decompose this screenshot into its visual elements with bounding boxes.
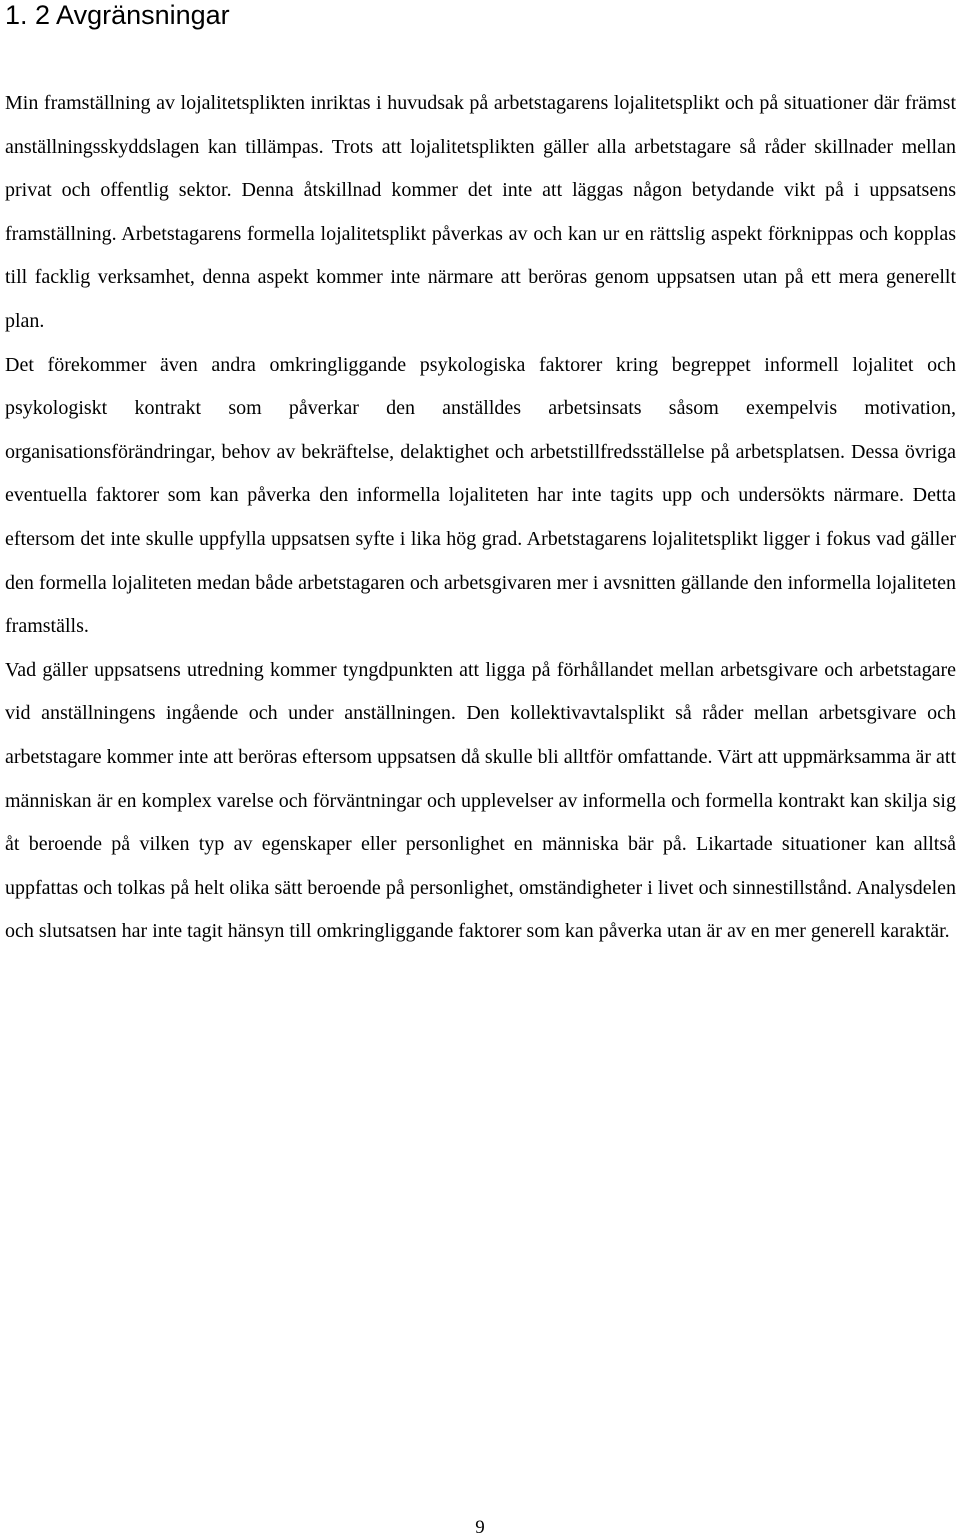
body-text xyxy=(5,82,956,954)
paragraph-psychological-factors: Det förekommer även andra omkringliggande psykologiska faktorer kring begreppet informell lojalitet och psykologiskt kontrakt som påverkar den anställdes arbetsinsats såsom exempelvis motivation, organisationsförändringar, behov av bekräftelse, delaktighet och arbetstillfredsställelse på arbetsplatsen. Dessa övriga eventuella faktorer som kan påverka den informella lojaliteten har inte tagits upp och undersökts närmare. Detta eftersom det inte skulle uppfylla uppsatsen syfte i lika hög grad. Arbetstagarens lojalitetsplikt ligger i fokus vad gäller den formella lojaliteten medan både arbetstagaren och arbetsgivaren mer i avsnitten gällande den informella lojaliteten framställs. xyxy=(5,353,956,638)
page-number: 9 xyxy=(475,1517,485,1538)
paragraph-scope: Min framställning av lojalitetsplikten inriktas i huvudsak på arbetstagarens lojalitetsplikt och på situationer där främst anställningsskyddslagen kan tillämpas. Trots att lojalitetsplikten gäller alla arbetstagare så råder skillnader mellan privat och offentlig sektor. Denna åtskillnad kommer det inte att läggas någon betydande vikt på i uppsatsens framställning. Arbetstagarens formella lojalitetsplikt påverkas av och kan ur en rättslig aspekt förknippas och kopplas till facklig verksamhet, denna aspekt kommer inte närmare att beröras genom uppsatsen utan på ett mera generellt plan. xyxy=(5,92,956,332)
paragraph-investigation-focus: Vad gäller uppsatsens utredning kommer tyngdpunkten att ligga på förhållandet mellan arbetsgivare och arbetstagare vid anställningens ingående och under anställningen. Den kollektivavtalsplikt så råder mellan arbetsgivare och arbetstagare kommer inte att beröras eftersom uppsatsen då skulle bli alltför omfattande. Värt att uppmärksamma är att människan är en komplex varelse och förväntningar och upplevelser av informella och formella kontrakt kan skilja sig åt beroende på vilken typ av egenskaper eller personlighet en människa bär på. Likartade situationer kan alltså uppfattas och tolkas på helt olika sätt beroende på personlighet, omständigheter i livet och sinnestillstånd. Analysdelen och slutsatsen har inte tagit hänsyn till omkringliggande faktorer som kan påverka utan är av en mer generell karaktär. xyxy=(5,658,956,943)
section-heading: 1. 2 Avgränsningar xyxy=(5,0,230,30)
